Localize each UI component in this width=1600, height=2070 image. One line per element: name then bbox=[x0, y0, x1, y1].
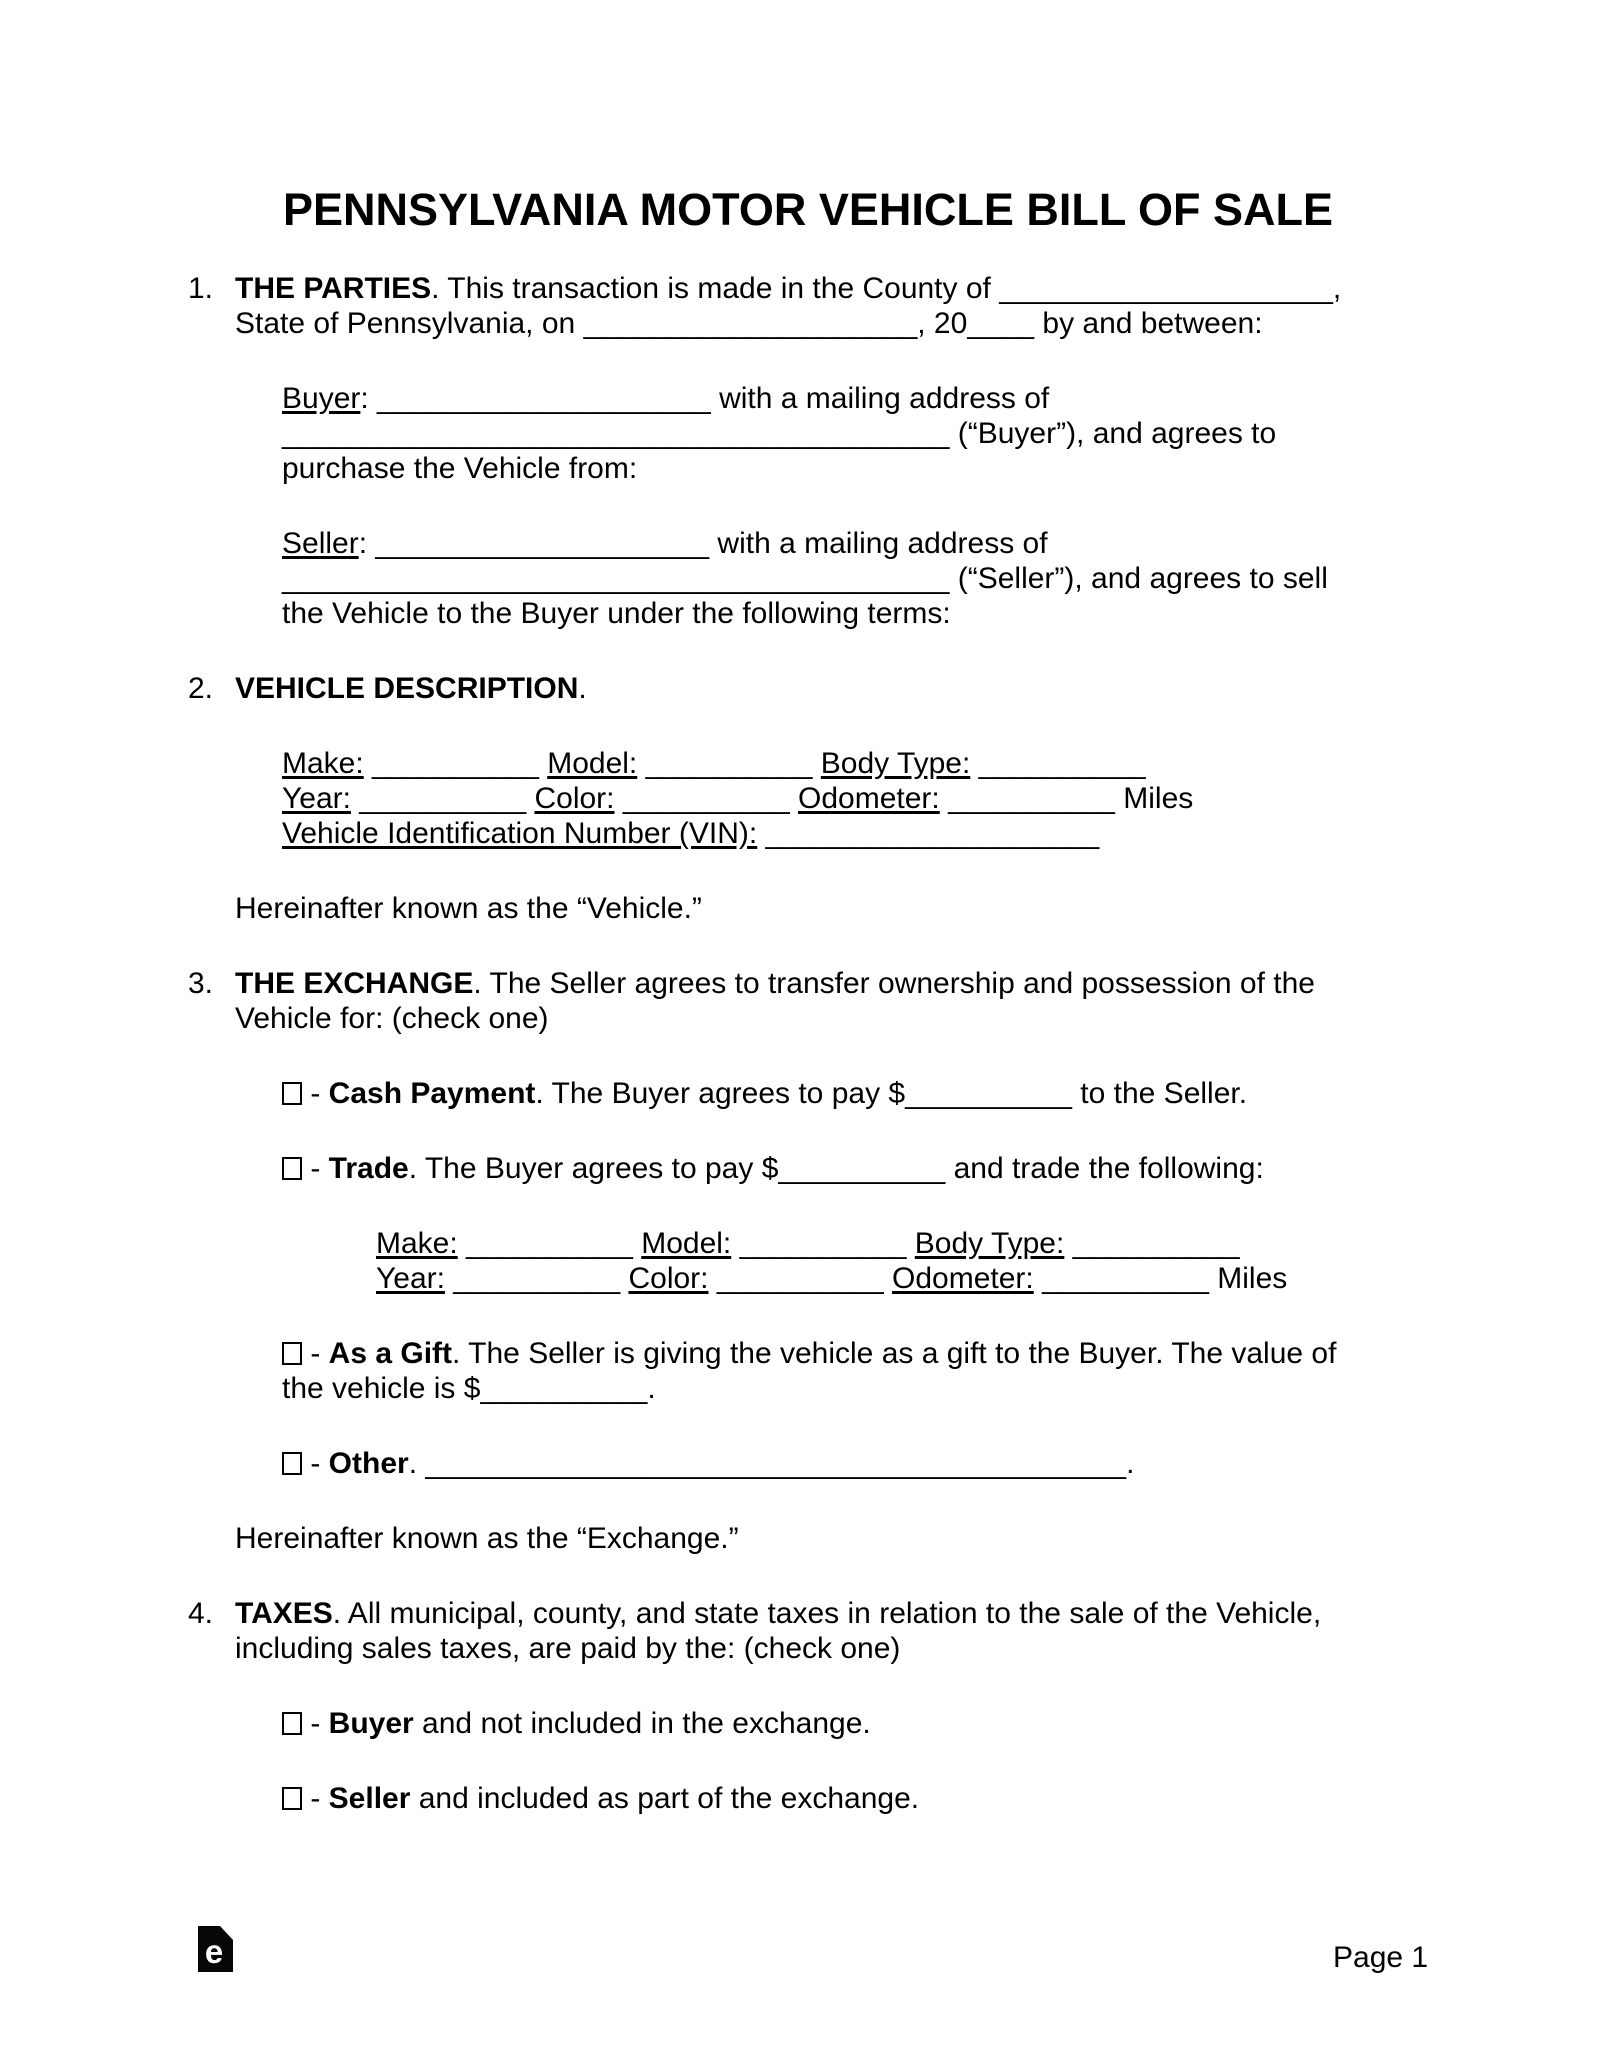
taxes-buyer-option bbox=[282, 1706, 1428, 1741]
trade-text-b: and trade the following: bbox=[945, 1152, 1264, 1185]
cash-text-b: to the Seller. bbox=[1071, 1077, 1248, 1110]
taxes-line-1 bbox=[235, 1596, 1428, 1631]
vin-label: Vehicle Identification Number (VIN): bbox=[282, 817, 758, 850]
trade-year-label: Year: bbox=[376, 1262, 445, 1295]
seller-colon: : bbox=[358, 527, 376, 560]
model-label: Model: bbox=[547, 747, 638, 780]
parties-line2-c: by and between: bbox=[1034, 307, 1263, 340]
trade-vehicle-line-1 bbox=[376, 1226, 1428, 1261]
vehicle-fields-line-1 bbox=[282, 746, 1428, 781]
buyer-after-name: with a mailing address of bbox=[710, 382, 1050, 415]
trade-model-blank[interactable]: __________ bbox=[731, 1227, 915, 1260]
other-sep: - bbox=[302, 1447, 329, 1480]
trade-color-label: Color: bbox=[628, 1262, 709, 1295]
buyer-name-blank[interactable]: ____________________ bbox=[377, 382, 711, 415]
section-vehicle-description bbox=[188, 671, 1428, 706]
color-blank[interactable]: __________ bbox=[614, 782, 799, 815]
parties-line2-b: , 20 bbox=[917, 307, 968, 340]
gift-text-2: the vehicle is $ bbox=[282, 1372, 481, 1405]
other-label: Other bbox=[328, 1447, 409, 1480]
vehicle-heading-period: . bbox=[578, 672, 587, 705]
trade-vehicle-line-2 bbox=[376, 1261, 1428, 1296]
seller-after-name: with a mailing address of bbox=[709, 527, 1048, 560]
other-period: . bbox=[1126, 1447, 1135, 1480]
section-parties-number: 1. bbox=[188, 272, 214, 305]
seller-label: Seller bbox=[282, 527, 359, 560]
eforms-logo-icon bbox=[198, 1926, 233, 1972]
taxes-buyer-checkbox[interactable] bbox=[282, 1712, 302, 1735]
taxes-line-2 bbox=[235, 1631, 1428, 1666]
odometer-blank[interactable]: __________ bbox=[939, 782, 1124, 815]
gift-value-blank[interactable]: __________ bbox=[480, 1372, 648, 1405]
buyer-colon: : bbox=[360, 382, 378, 415]
trade-make-label: Make: bbox=[376, 1227, 458, 1260]
buyer-after-address: (“Buyer”), and agrees to bbox=[949, 417, 1277, 450]
buyer-line-1 bbox=[282, 381, 1428, 416]
gift-checkbox[interactable] bbox=[282, 1342, 302, 1365]
vehicle-hereinafter bbox=[188, 891, 1428, 926]
seller-line-1 bbox=[282, 526, 1428, 561]
trade-body-type-label: Body Type: bbox=[914, 1227, 1065, 1260]
trade-color-blank[interactable]: __________ bbox=[708, 1262, 893, 1295]
trade-model-label: Model: bbox=[641, 1227, 732, 1260]
cash-sep: - bbox=[302, 1077, 329, 1110]
vin-blank[interactable]: ____________________ bbox=[757, 817, 1100, 850]
trade-odometer-label: Odometer: bbox=[892, 1262, 1034, 1295]
cash-amount-blank[interactable]: __________ bbox=[905, 1077, 1072, 1110]
parties-line2-a: State of Pennsylvania, on bbox=[235, 307, 584, 340]
other-text: . bbox=[408, 1447, 426, 1480]
color-label: Color: bbox=[534, 782, 615, 815]
exchange-hereinafter-text: Hereinafter known as the “Exchange.” bbox=[235, 1522, 739, 1555]
taxes-seller-label: Seller bbox=[328, 1782, 411, 1815]
section-exchange bbox=[188, 966, 1428, 1036]
eforms-logo-letter: e bbox=[204, 1933, 224, 1970]
make-label: Make: bbox=[282, 747, 364, 780]
trade-text-a: . The Buyer agrees to pay $ bbox=[408, 1152, 779, 1185]
trade-miles-suffix: Miles bbox=[1217, 1262, 1288, 1295]
seller-tail: the Vehicle to the Buyer under the following terms: bbox=[282, 597, 951, 630]
other-checkbox[interactable] bbox=[282, 1452, 302, 1475]
exchange-intro-2: Vehicle for: (check one) bbox=[235, 1002, 549, 1035]
vehicle-fields-line-3 bbox=[282, 816, 1428, 851]
taxes-heading: TAXES bbox=[235, 1597, 333, 1630]
vehicle-fields-line-2 bbox=[282, 781, 1428, 816]
seller-line-3 bbox=[282, 596, 1428, 631]
trade-sep: - bbox=[302, 1152, 329, 1185]
section-exchange-number: 3. bbox=[188, 967, 214, 1000]
section-taxes bbox=[188, 1596, 1428, 1666]
trade-vehicle-fields-block bbox=[376, 1226, 1428, 1296]
miles-suffix: Miles bbox=[1123, 782, 1194, 815]
taxes-intro-1: . All municipal, county, and state taxes in relation to the sale of the Vehicle, bbox=[332, 1597, 1322, 1630]
buyer-address-blank[interactable]: ________________________________________ bbox=[282, 417, 950, 450]
buyer-block bbox=[282, 381, 1428, 486]
vehicle-heading-line bbox=[235, 671, 1428, 706]
exchange-intro-1: . The Seller agrees to transfer ownership and possession of the bbox=[473, 967, 1315, 1000]
exchange-line-2 bbox=[235, 1001, 1428, 1036]
document-content bbox=[188, 185, 1428, 1856]
date-blank[interactable]: ____________________ bbox=[583, 307, 918, 340]
taxes-seller-text: and included as part of the exchange. bbox=[410, 1782, 920, 1815]
county-blank[interactable]: ____________________ bbox=[999, 272, 1333, 305]
gift-text-1: . The Seller is giving the vehicle as a gift to the Buyer. The value of bbox=[452, 1337, 1337, 1370]
cash-payment-checkbox[interactable] bbox=[282, 1082, 302, 1105]
buyer-line-3 bbox=[282, 451, 1428, 486]
seller-line-2 bbox=[282, 561, 1428, 596]
trade-option bbox=[282, 1151, 1428, 1186]
trade-amount-blank[interactable]: __________ bbox=[778, 1152, 946, 1185]
gift-label: As a Gift bbox=[328, 1337, 453, 1370]
seller-name-blank[interactable]: ____________________ bbox=[375, 527, 710, 560]
section-vehicle-number: 2. bbox=[188, 672, 214, 705]
exchange-line-1 bbox=[235, 966, 1428, 1001]
trade-make-blank[interactable]: __________ bbox=[457, 1227, 642, 1260]
exchange-heading: THE EXCHANGE bbox=[235, 967, 474, 1000]
parties-comma: , bbox=[1332, 272, 1342, 305]
section-parties bbox=[188, 271, 1428, 341]
body-type-label: Body Type: bbox=[820, 747, 971, 780]
odometer-label: Odometer: bbox=[798, 782, 940, 815]
cash-text-a: . The Buyer agrees to pay $ bbox=[535, 1077, 906, 1110]
other-option bbox=[282, 1446, 1428, 1481]
seller-address-blank[interactable]: ________________________________________ bbox=[282, 562, 950, 595]
gift-sep: - bbox=[302, 1337, 329, 1370]
buyer-line-2 bbox=[282, 416, 1428, 451]
gift-option bbox=[282, 1336, 1428, 1406]
section-taxes-number: 4. bbox=[188, 1597, 214, 1630]
trade-year-blank[interactable]: __________ bbox=[444, 1262, 629, 1295]
model-blank[interactable]: __________ bbox=[637, 747, 821, 780]
parties-intro-a: . This transaction is made in the County of bbox=[431, 272, 1000, 305]
parties-line-2 bbox=[235, 306, 1428, 341]
other-blank[interactable]: __________________________________________ bbox=[425, 1447, 1127, 1480]
year-label: Year: bbox=[282, 782, 351, 815]
make-blank[interactable]: __________ bbox=[363, 747, 548, 780]
gift-line-2 bbox=[282, 1371, 1428, 1406]
trade-body-type-blank[interactable]: __________ bbox=[1064, 1227, 1240, 1260]
cash-payment-option bbox=[282, 1076, 1428, 1111]
year-field-blank[interactable]: __________ bbox=[350, 782, 535, 815]
taxes-intro-2: including sales taxes, are paid by the: (check one) bbox=[235, 1632, 901, 1665]
trade-checkbox[interactable] bbox=[282, 1157, 302, 1180]
document-title: PENNSYLVANIA MOTOR VEHICLE BILL OF SALE bbox=[282, 184, 1334, 235]
taxes-seller-option bbox=[282, 1781, 1428, 1816]
taxes-seller-sep: - bbox=[302, 1782, 329, 1815]
vehicle-fields-block bbox=[282, 746, 1428, 851]
exchange-hereinafter bbox=[188, 1521, 1428, 1556]
page-number: Page 1 bbox=[1333, 1941, 1429, 1974]
seller-block bbox=[282, 526, 1428, 631]
vehicle-heading: VEHICLE DESCRIPTION bbox=[235, 672, 579, 705]
buyer-label: Buyer bbox=[282, 382, 361, 415]
body-type-blank[interactable]: __________ bbox=[970, 747, 1146, 780]
vehicle-hereinafter-text: Hereinafter known as the “Vehicle.” bbox=[235, 892, 702, 925]
trade-odometer-blank[interactable]: __________ bbox=[1033, 1262, 1218, 1295]
taxes-seller-checkbox[interactable] bbox=[282, 1787, 302, 1810]
gift-line-1 bbox=[282, 1336, 1428, 1371]
taxes-buyer-label: Buyer bbox=[328, 1707, 414, 1740]
parties-heading: THE PARTIES bbox=[235, 272, 432, 305]
parties-line-1 bbox=[235, 271, 1428, 306]
taxes-buyer-sep: - bbox=[302, 1707, 329, 1740]
year-blank[interactable]: ____ bbox=[967, 307, 1035, 340]
cash-payment-label: Cash Payment bbox=[328, 1077, 536, 1110]
seller-after-address: (“Seller”), and agrees to sell bbox=[949, 562, 1328, 595]
trade-label: Trade bbox=[328, 1152, 409, 1185]
buyer-tail: purchase the Vehicle from: bbox=[282, 452, 638, 485]
taxes-buyer-text: and not included in the exchange. bbox=[413, 1707, 871, 1740]
gift-period: . bbox=[647, 1372, 656, 1405]
